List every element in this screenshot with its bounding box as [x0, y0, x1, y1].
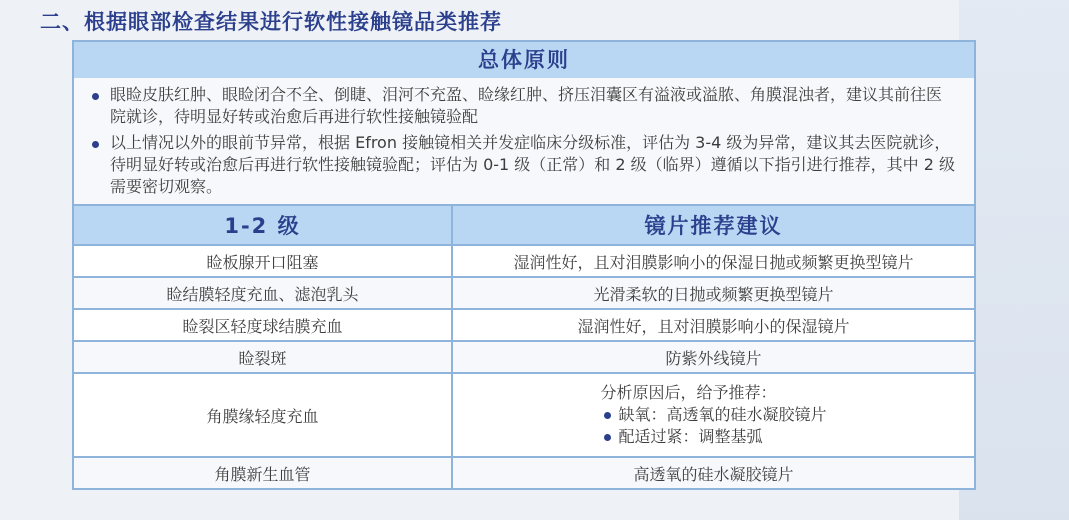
condition-cell: 睑板腺开口阻塞 — [74, 245, 452, 277]
condition-cell: 睑结膜轻度充血、滤泡乳头 — [74, 277, 452, 309]
header-advice: 镜片推荐建议 — [452, 205, 974, 245]
table-header-row — [74, 205, 974, 245]
recommendation-table — [74, 204, 974, 488]
condition-cell: 睑裂区轻度球结膜充血 — [74, 309, 452, 341]
table-row — [74, 245, 974, 277]
principles-list — [74, 78, 974, 204]
advice-cell — [452, 373, 974, 457]
advice-cell: 防紫外线镜片 — [452, 341, 974, 373]
section-heading: 二、根据眼部检查结果进行软性接触镜品类推荐 — [40, 10, 502, 34]
principles-title: 总体原则 — [74, 42, 974, 78]
principle-item: 眼睑皮肤红肿、眼睑闭合不全、倒睫、泪河不充盈、睑缘红肿、挤压泪囊区有溢液或溢脓、角膜混浊者，建议其前往医院就诊，待明显好转或治愈后再进行软性接触镜验配 — [102, 84, 956, 128]
advice-cell: 湿润性好，且对泪膜影响小的保湿日抛或频繁更换型镜片 — [452, 245, 974, 277]
table-row — [74, 373, 974, 457]
header-grade: 1-2 级 — [74, 205, 452, 245]
condition-cell: 睑裂斑 — [74, 341, 452, 373]
table-row — [74, 309, 974, 341]
condition-cell: 角膜缘轻度充血 — [74, 373, 452, 457]
advice-sub-item: 缺氧：高透氧的硅水凝胶镜片 — [600, 404, 826, 426]
advice-intro: 分析原因后，给予推荐： — [600, 383, 777, 402]
advice-cell: 光滑柔软的日抛或频繁更换型镜片 — [452, 277, 974, 309]
advice-sub-item: 配适过紧：调整基弧 — [600, 426, 826, 448]
principle-item: 以上情况以外的眼前节异常，根据 Efron 接触镜相关并发症临床分级标准，评估为 3-4 级为异常，建议其去医院就诊，待明显好转或治愈后再进行软性接触镜验配；评估为 0-1 级（正常）和 2 级（临界）遵循以下指引进行推荐，其中 2 级需要密切观察。 — [102, 132, 956, 198]
table-row — [74, 277, 974, 309]
advice-cell: 湿润性好，且对泪膜影响小的保湿镜片 — [452, 309, 974, 341]
advice-multiline — [600, 382, 826, 448]
condition-cell: 角膜新生血管 — [74, 457, 452, 488]
recommendation-panel — [72, 40, 976, 490]
table-row — [74, 457, 974, 488]
table-row — [74, 341, 974, 373]
advice-cell: 高透氧的硅水凝胶镜片 — [452, 457, 974, 488]
